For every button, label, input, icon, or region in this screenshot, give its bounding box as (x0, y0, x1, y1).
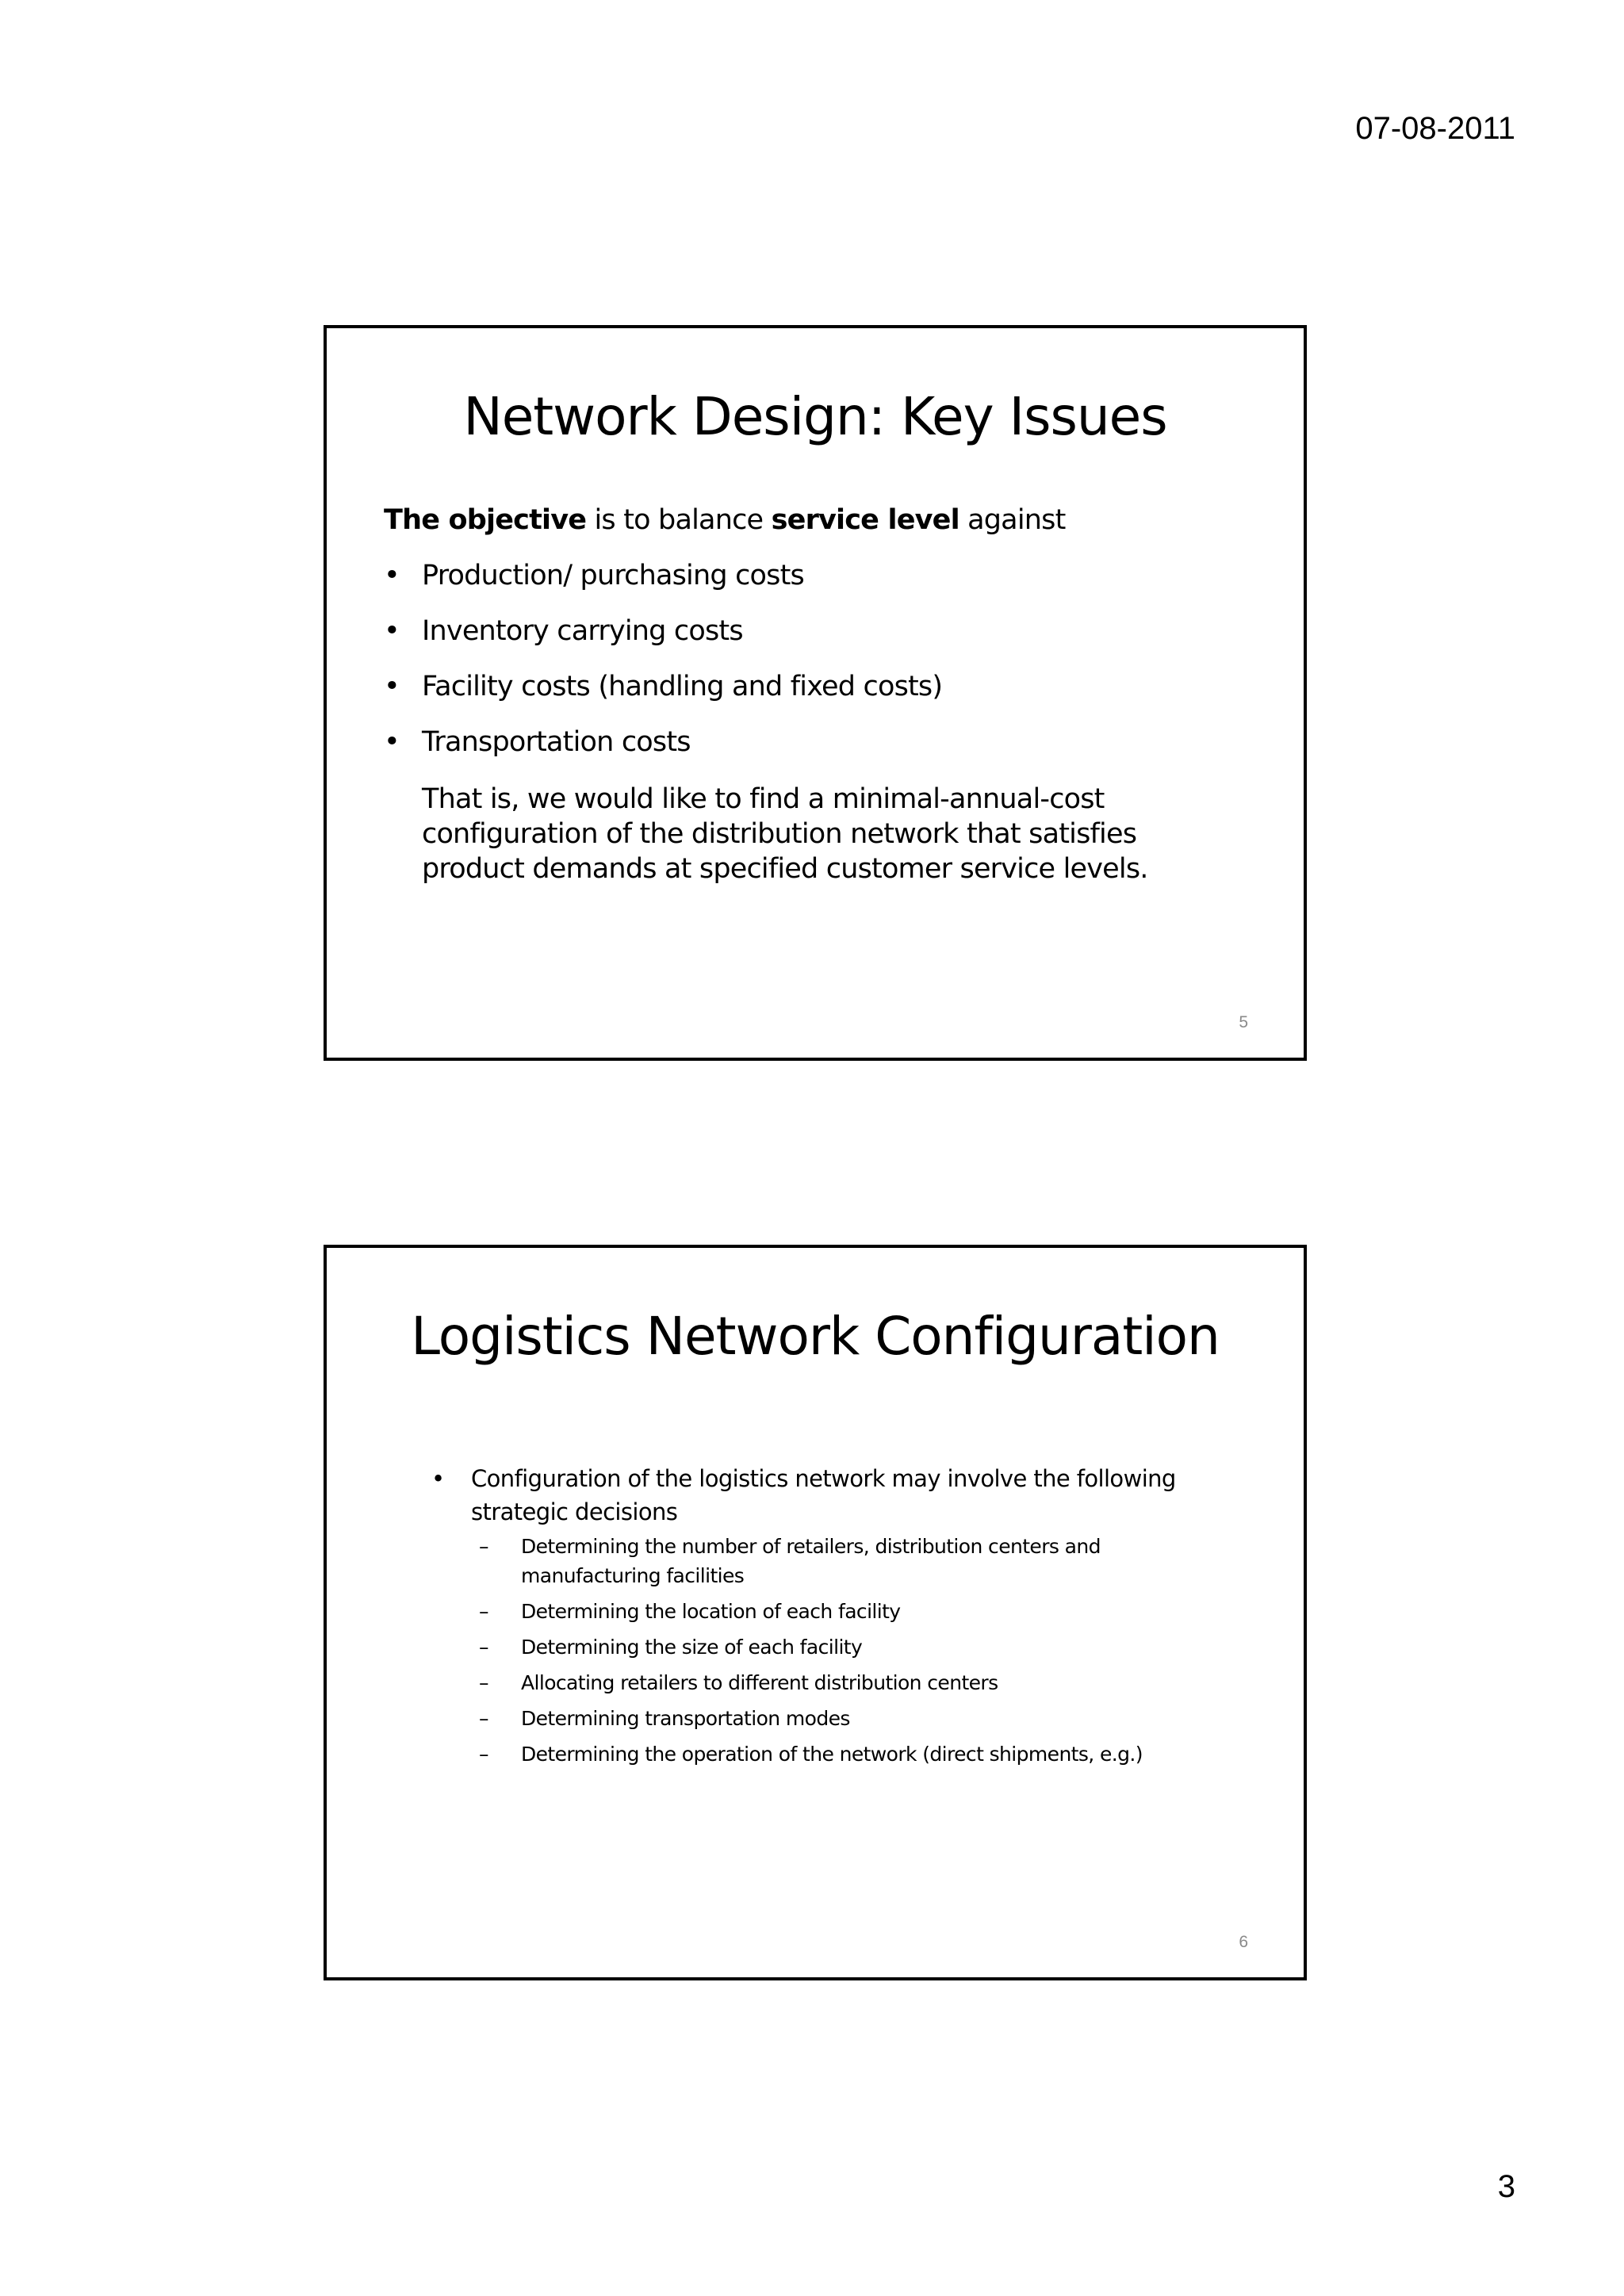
sub-list-item (479, 1532, 1171, 1590)
list-item (384, 671, 1256, 702)
slide-body (384, 504, 1256, 886)
slide-title: Logistics Network Configuration (411, 1306, 1220, 1367)
text-span: against (959, 504, 1066, 536)
sub-list-item-text: Determining transportation modes (521, 1707, 850, 1730)
slide-5 (324, 325, 1307, 1061)
sub-list-item (479, 1632, 1171, 1662)
cost-list (384, 560, 1256, 758)
bold-text: service level (771, 504, 959, 536)
slide-number: 5 (1239, 1013, 1248, 1031)
sub-list-item-text: Determining the size of each facility (521, 1636, 863, 1659)
main-bullet (431, 1462, 1201, 1529)
sub-list-item-text: Determining the operation of the network (direct shipments, e.g.) (521, 1743, 1143, 1766)
bullet-icon: • (384, 615, 400, 647)
slide-title: Network Design: Key Issues (463, 386, 1167, 447)
list-item-text: Facility costs (handling and fixed costs) (422, 671, 943, 702)
list-item-text: Transportation costs (422, 726, 691, 758)
slide-number: 6 (1239, 1933, 1248, 1951)
page-number: 3 (1497, 2169, 1515, 2204)
dash-icon: – (479, 1636, 488, 1659)
dash-icon: – (479, 1535, 488, 1558)
dash-icon: – (479, 1743, 488, 1766)
list-item (384, 615, 1256, 647)
sub-list-item-text: Determining the number of retailers, distribution centers and manufacturing facilities (521, 1535, 1101, 1587)
sub-list-item (479, 1668, 1171, 1697)
dash-icon: – (479, 1707, 488, 1730)
list-item-text: Inventory carrying costs (422, 615, 743, 647)
list-item (384, 560, 1256, 591)
sub-list-item (479, 1597, 1171, 1626)
sub-list-item (479, 1704, 1171, 1733)
main-bullet-text: Configuration of the logistics network may involve the following strategic decisions (471, 1465, 1176, 1525)
sub-list-item (479, 1739, 1171, 1769)
bullet-icon: • (384, 560, 400, 591)
objective-statement (384, 504, 1256, 536)
text-span: is to balance (586, 504, 772, 536)
list-item (384, 726, 1256, 758)
sub-list-item-text: Determining the location of each facility (521, 1600, 901, 1623)
summary-paragraph: That is, we would like to find a minimal-annual-cost configuration of the distribution network that satisfies product demands at specified customer service levels. (422, 783, 1148, 885)
dash-icon: – (479, 1671, 488, 1694)
slide-6 (324, 1245, 1307, 1980)
list-item-text: Production/ purchasing costs (422, 560, 804, 591)
bold-text: The objective (384, 504, 587, 536)
bullet-icon: • (384, 671, 400, 702)
page-date: 07-08-2011 (1355, 111, 1515, 146)
bullet-icon: • (384, 726, 400, 758)
sub-list-item-text: Allocating retailers to different distribution centers (521, 1671, 998, 1694)
decision-list (431, 1532, 1224, 1769)
bullet-icon: • (431, 1465, 445, 1492)
dash-icon: – (479, 1600, 488, 1623)
slide-body (431, 1462, 1224, 1775)
